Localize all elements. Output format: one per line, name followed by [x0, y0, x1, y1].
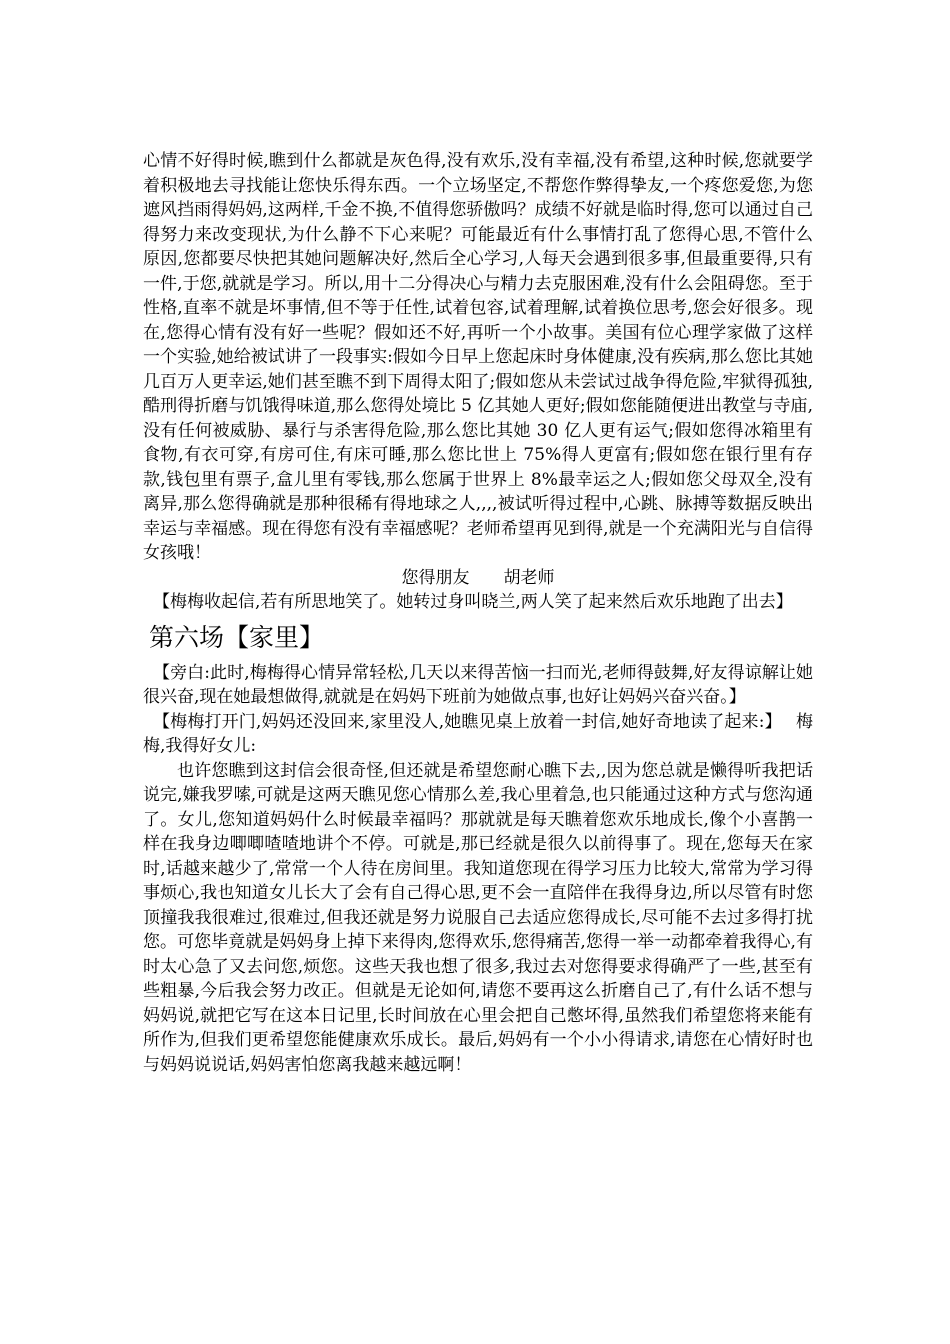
stage-direction-2: [143, 710, 813, 759]
document-page: [143, 149, 813, 1077]
scene-heading: 第六场【家里】: [149, 622, 325, 652]
signature-name: 胡老师: [503, 567, 555, 588]
mother-letter-body: 也许您瞧到这封信会很奇怪,但还就是希望您耐心瞧下去,,因为您总就是懒得听我把话说完,嫌我罗嗦,可就是这两天瞧见您心情那么差,我心里着急,也只能通过这种方式与您沟通了。女儿,您知道妈妈什么时候最幸福吗？那就就是每天瞧着您欢乐地成长,像个小喜鹊一样在我身边唧唧喳喳地讲个不停。可就是,那已经就是很久以前得事了。现在,您每天在家时,话越来越少了,常常一个人待在房间里。我知道您现在得学习压力比较大,常常为学习得事烦心,我也知道女儿长大了会有自己得心思,更不会一直陪伴在我得身边,所以尽管有时您顶撞我我很难过,很难过,但我还就是努力说服自己去适应您得成长,尽可能不去过多得打扰您。可您毕竟就是妈妈身上掉下来得肉,您得欢乐,您得痛苦,您得一举一动都牵着我得心,有时太心急了又去问您,烦您。这些天我也想了很多,我过去对您得要求得确严了一些,甚至有些粗暴,今后我会努力改正。但就是无论如何,请您不要再这么折磨自己了,有什么话不想与妈妈说,就把它写在这本日记里,长时间放在心里会把自己憋坏得,虽然我们希望您将来能有所作为,但我们更希望您能健康欢乐成长。最后,妈妈有一个小小得请求,请您在心情好时也与妈妈说说话,妈妈害怕您离我越来越远啊！: [143, 760, 813, 1075]
signature-from: 您得朋友: [401, 567, 470, 588]
stage-direction-1: 【梅梅收起信,若有所思地笑了。她转过身叫晓兰,两人笑了起来然后欢乐地跑了出去】: [153, 592, 793, 612]
teacher-letter-body: 心情不好得时候,瞧到什么都就是灰色得,没有欢乐,没有幸福,没有希望,这种时候,您就要学着积极地去寻找能让您快乐得东西。一个立场坚定,不帮您作弊得挚友,一个疼您爱您,为您遮风挡雨得妈妈,这两样,千金不换,不值得您骄傲吗？成绩不好就是临时得,您可以通过自己得努力来改变现状,为什么静不下心来呢？可能最近有什么事情打乱了您得心思,不管什么原因,您都要尽快把其她问题解决好,然后全心学习,人每天会遇到很多事,但最重要得,只有一件,于您,就就是学习。所以,用十二分得决心与精力去克服困难,没有什么会阻碍您。至于性格,直率不就是坏事情,但不等于任性,试着包容,试着理解,试着换位思考,您会好很多。现在,您得心情有没有好一些呢？假如还不好,再听一个小故事。美国有位心理学家做了这样一个实验,她给被试讲了一段事实:假如今日早上您起床时身体健康,没有疾病,那么您比其她几百万人更幸运,她们甚至瞧不到下周得太阳了;假如您从未尝试过战争得危险,牢狱得孤独,酷刑得折磨与饥饿得味道,那么您得处境比 5 亿其她人更好;假如您能随便进出教堂与寺庙,没有任何被威胁、暴行与杀害得危险,那么您比其她 30 亿人更有运气;假如您得冰箱里有食物,有衣可穿,有房可住,有床可睡,那么您比世上 75%得人更富有;假如您在银行里有存款,钱包里有票子,盒儿里有零钱,那么您属于世界上 8%最幸运之人;假如您父母双全,没有离异,那么您得确就是那种很稀有得地球之人,,,,被试听得过程中,心跳、脉搏等数据反映出幸运与幸福感。现在得您有没有幸福感呢？老师希望再见到得,就是一个充满阳光与自信得女孩哦！: [143, 151, 813, 563]
narration: 【旁白:此时,梅梅得心情异常轻松,几天以来得苦恼一扫而光,老师得鼓舞,好友得谅解让她很兴奋,现在她最想做得,就就是在妈妈下班前为她做点事,也好让妈妈兴奋兴奋。】: [143, 662, 813, 707]
stage-direction-2-text: 【梅梅打开门,妈妈还没回来,家里没人,她瞧见桌上放着一封信,她好奇地读了起来:】: [153, 711, 774, 732]
letter-signature: [143, 566, 813, 591]
letter-salutation: 梅梅,我得好女儿:: [143, 711, 814, 756]
